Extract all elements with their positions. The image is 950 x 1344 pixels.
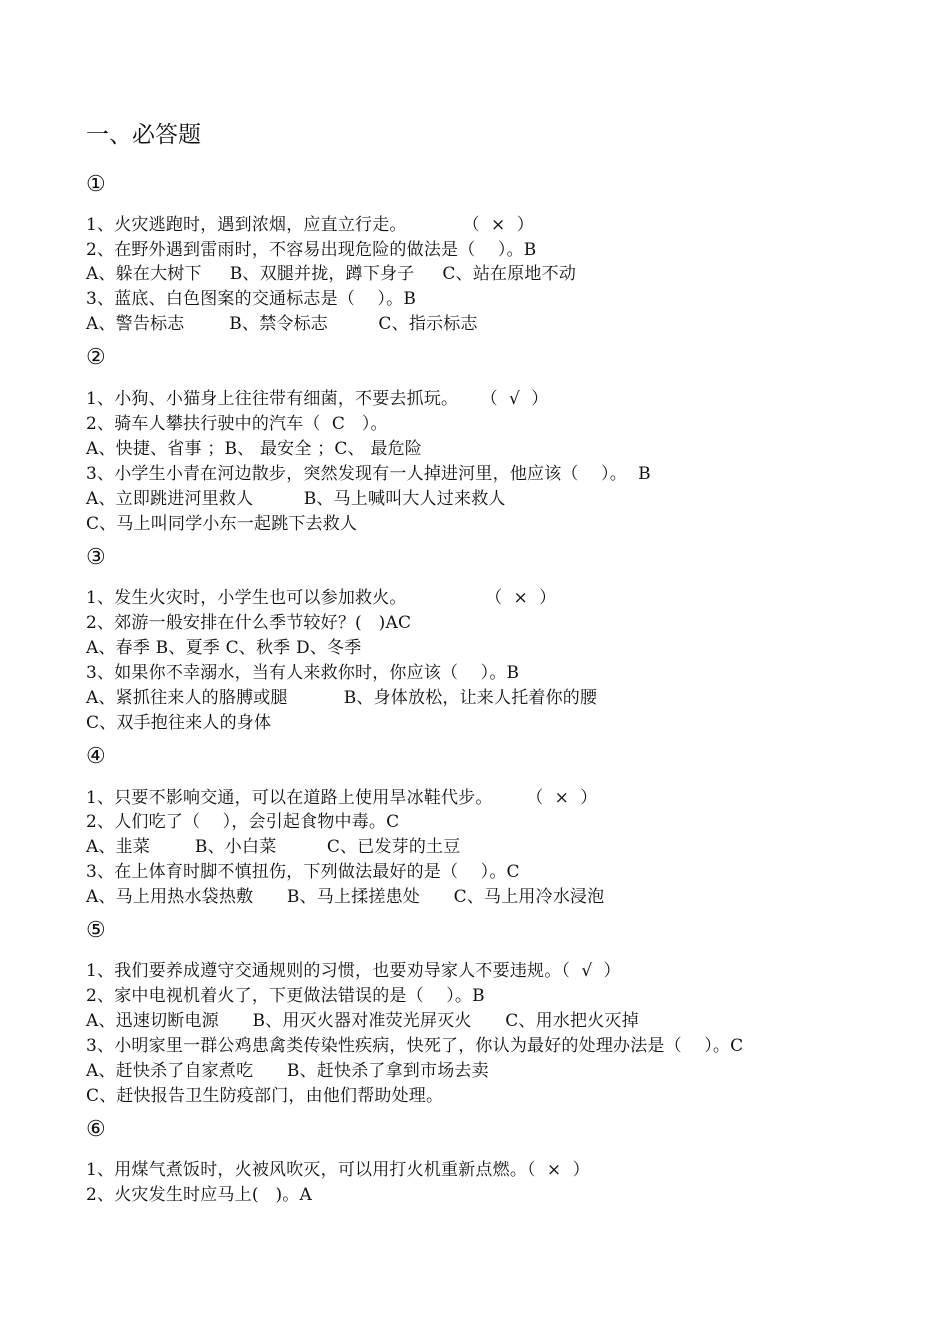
- question-line: 3、如果你不幸溺水，当有人来救你时，你应该（ ）。B: [86, 663, 520, 683]
- question-line: 2、火灾发生时应马上( )。A: [86, 1185, 312, 1205]
- option-line: C、双手抱往来人的身体: [86, 713, 272, 733]
- option-line: A、赶快杀了自家煮吃 B、赶快杀了拿到市场去卖: [86, 1061, 489, 1081]
- question-line: 2、人们吃了（ ），会引起食物中毒。C: [86, 812, 400, 832]
- section-marker-3: ③: [86, 545, 106, 570]
- question-line: 2、在野外遇到雷雨时，不容易出现危险的做法是（ ）。B: [86, 240, 537, 260]
- option-line: A、马上用热水袋热敷 B、马上揉搓患处 C、马上用冷水浸泡: [86, 887, 605, 907]
- option-line: A、迅速切断电源 B、用灭火器对准荧光屏灭火 C、用水把火灭掉: [86, 1011, 639, 1031]
- option-line: C、马上叫同学小东一起跳下去救人: [86, 514, 358, 534]
- question-line: 3、在上体育时脚不慎扭伤，下列做法最好的是（ ）。C: [86, 862, 520, 882]
- option-line: A、春季 B、夏季 C、秋季 D、冬季: [86, 638, 362, 658]
- option-line: A、快捷、省事 ；B、 最安全 ；C、 最危险: [86, 439, 422, 459]
- option-line: A、紧抓往来人的胳膊或腿 B、身体放松，让来人托着你的腰: [86, 688, 598, 708]
- section-marker-1: ①: [86, 172, 106, 197]
- question-line: 3、小学生小青在河边散步，突然发现有一人掉进河里，他应该（ ）。 B: [86, 464, 651, 484]
- question-line: 1、小狗、小猫身上往往带有细菌，不要去抓玩。 （ √ ）: [86, 389, 549, 409]
- question-line: 1、发生火灾时，小学生也可以参加救火。 （ × ）: [86, 588, 557, 608]
- section-marker-2: ②: [86, 345, 106, 370]
- option-line: A、韭菜 B、小白菜 C、已发芽的土豆: [86, 837, 461, 857]
- question-line: 2、骑车人攀扶行驶中的汽车（ C ）。: [86, 414, 388, 434]
- section-marker-5: ⑤: [86, 918, 106, 943]
- option-line: C、赶快报告卫生防疫部门，由他们帮助处理。: [86, 1086, 444, 1106]
- question-line: 1、火灾逃跑时，遇到浓烟，应直立行走。 （ × ）: [86, 215, 534, 235]
- question-line: 1、只要不影响交通，可以在道路上使用旱冰鞋代步。 （ × ）: [86, 788, 598, 808]
- page-title: 一、必答题: [86, 122, 201, 148]
- section-marker-6: ⑥: [86, 1117, 106, 1142]
- question-line: 1、我们要养成遵守交通规则的习惯，也要劝导家人不要违规。（ √ ）: [86, 961, 621, 981]
- option-line: A、警告标志 B、禁令标志 C、指示标志: [86, 314, 478, 334]
- section-marker-4: ④: [86, 744, 106, 769]
- question-line: 1、用煤气煮饭时，火被风吹灭，可以用打火机重新点燃。（ × ）: [86, 1160, 590, 1180]
- option-line: A、立即跳进河里救人 B、马上喊叫大人过来救人: [86, 489, 506, 509]
- question-line: 3、小明家里一群公鸡患禽类传染性疾病，快死了，你认为最好的处理办法是（ ）。C: [86, 1036, 744, 1056]
- question-line: 2、家中电视机着火了，下更做法错误的是（ ）。B: [86, 986, 485, 1006]
- question-line: 2、郊游一般安排在什么季节较好？( )AC: [86, 613, 412, 633]
- question-line: 3、蓝底、白色图案的交通标志是（ ）。B: [86, 289, 417, 309]
- option-line: A、躲在大树下 B、双腿并拢，蹲下身子 C、站在原地不动: [86, 264, 577, 284]
